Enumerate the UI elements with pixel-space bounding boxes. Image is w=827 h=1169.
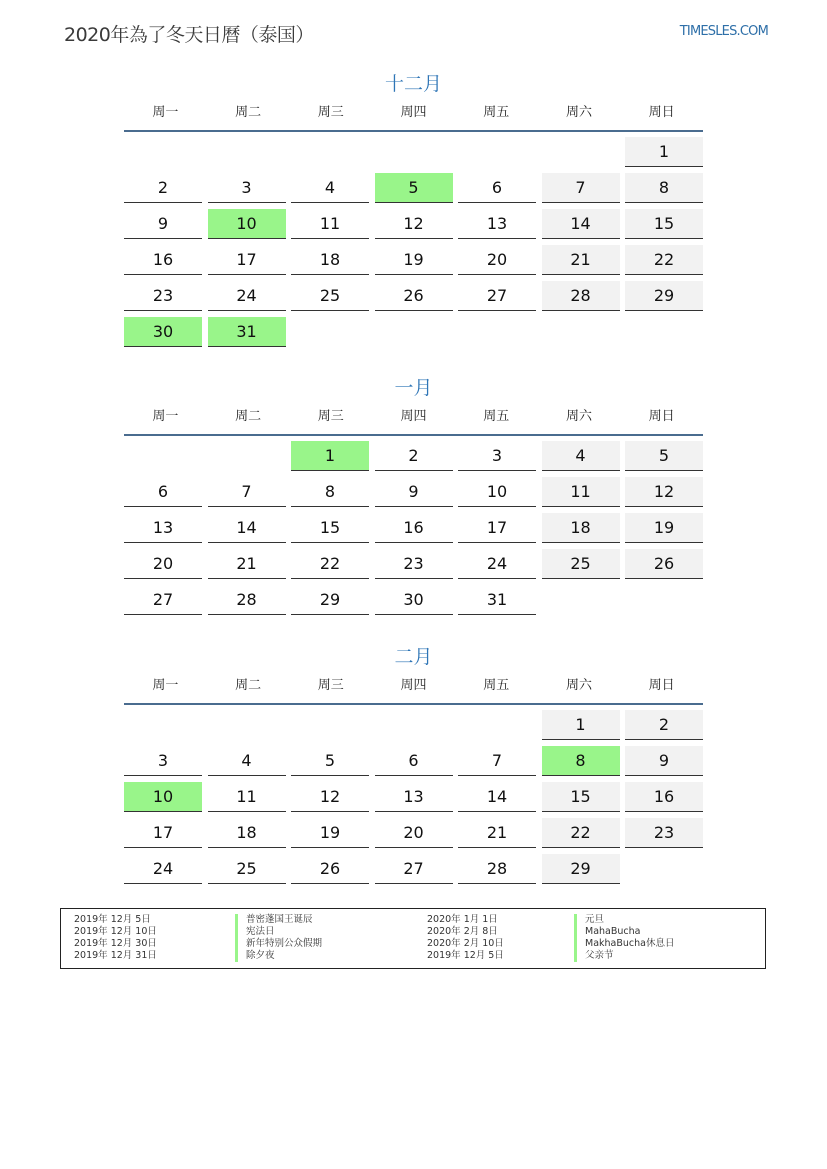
day-cell[interactable]: 13 [124,513,202,543]
day-cell[interactable]: 15 [542,782,620,812]
day-cell[interactable]: 27 [458,281,536,311]
day-cell[interactable]: 18 [542,513,620,543]
day-cell[interactable]: 11 [291,209,369,239]
weekday-header [124,405,703,434]
day-cell[interactable]: 11 [542,477,620,507]
empty-day-cell [542,137,620,167]
day-cell[interactable]: 27 [375,854,453,884]
day-cell[interactable]: 11 [208,782,286,812]
day-cell[interactable]: 5 [625,441,703,471]
day-cell[interactable]: 14 [458,782,536,812]
day-cell[interactable]: 9 [124,209,202,239]
weekday-label: 周二 [235,105,262,120]
legend-holiday-name: 除夕夜 [235,950,275,962]
legend-holiday-name: MakhaBucha休息日 [574,938,674,950]
weekday-label: 周四 [400,409,427,424]
day-cell[interactable]: 7 [542,173,620,203]
day-cell[interactable]: 21 [458,818,536,848]
day-cell[interactable]: 19 [375,245,453,275]
legend-date: 2019年 12月 5日 [74,914,151,925]
day-cell[interactable]: 12 [375,209,453,239]
month-calendar-february [124,643,703,884]
day-cell[interactable]: 2 [124,173,202,203]
legend-holiday-name: 元旦 [574,914,604,926]
day-cell[interactable]: 17 [208,245,286,275]
weekday-label: 周六 [565,678,592,693]
weekday-label: 周一 [152,105,179,120]
day-cell[interactable]: 25 [208,854,286,884]
weekday-label: 周一 [152,409,179,424]
weekday-label: 周一 [152,678,179,693]
day-cell[interactable]: 7 [458,746,536,776]
day-cell[interactable]: 13 [375,782,453,812]
day-cell[interactable]: 20 [124,549,202,579]
weekday-label: 周二 [235,678,262,693]
day-cell[interactable]: 26 [291,854,369,884]
empty-day-cell [208,710,286,740]
legend-holiday-name: 宪法日 [235,926,275,938]
weekday-label: 周三 [317,105,344,120]
day-cell[interactable]: 12 [291,782,369,812]
day-cell[interactable]: 24 [458,549,536,579]
day-cell[interactable]: 18 [208,818,286,848]
weekday-header [124,101,703,130]
legend-date: 2019年 12月 5日 [427,950,504,961]
day-cell[interactable]: 1 [542,710,620,740]
empty-day-cell [291,137,369,167]
day-cell[interactable]: 10 [458,477,536,507]
weekday-header [124,674,703,703]
day-cell[interactable]: 22 [625,245,703,275]
day-cell[interactable]: 4 [542,441,620,471]
day-cell[interactable]: 6 [375,746,453,776]
day-cell[interactable]: 16 [625,782,703,812]
day-cell[interactable]: 8 [291,477,369,507]
day-grid [124,710,703,884]
day-cell[interactable]: 28 [458,854,536,884]
header-divider [124,130,703,132]
day-cell[interactable]: 2 [375,441,453,471]
day-cell[interactable]: 6 [124,477,202,507]
legend-date: 2019年 12月 31日 [74,950,157,961]
day-cell[interactable]: 16 [124,245,202,275]
day-cell[interactable]: 13 [458,209,536,239]
day-cell[interactable]: 22 [291,549,369,579]
day-cell[interactable]: 29 [542,854,620,884]
day-cell[interactable]: 17 [458,513,536,543]
day-cell[interactable]: 3 [208,173,286,203]
empty-day-cell [124,710,202,740]
legend-holiday-name: 普密蓬国王诞辰 [235,914,313,926]
day-cell[interactable]: 26 [625,549,703,579]
day-cell[interactable]: 4 [208,746,286,776]
legend-date: 2019年 12月 10日 [74,926,157,937]
day-grid [124,441,703,615]
day-cell[interactable]: 3 [458,441,536,471]
weekday-label: 周三 [317,678,344,693]
holiday-legend [60,908,766,969]
weekday-label: 周四 [400,678,427,693]
day-cell[interactable]: 1 [625,137,703,167]
legend-holiday-name: 新年特别公众假期 [235,938,322,950]
day-cell[interactable]: 10 [124,782,202,812]
day-cell[interactable]: 29 [291,585,369,615]
empty-day-cell [375,137,453,167]
day-cell[interactable]: 31 [458,585,536,615]
day-cell[interactable]: 10 [208,209,286,239]
day-cell[interactable]: 14 [208,513,286,543]
day-cell[interactable]: 19 [291,818,369,848]
weekday-label: 周二 [235,409,262,424]
day-cell[interactable]: 8 [542,746,620,776]
empty-day-cell [208,137,286,167]
day-cell[interactable]: 9 [625,746,703,776]
weekday-label: 周日 [648,105,675,120]
day-cell[interactable]: 18 [291,245,369,275]
legend-holiday-name: 父亲节 [574,950,614,962]
month-calendar-december [124,70,703,347]
day-cell[interactable]: 19 [625,513,703,543]
empty-day-cell [291,710,369,740]
weekday-label: 周六 [565,105,592,120]
day-cell[interactable]: 23 [124,281,202,311]
day-cell[interactable]: 1 [291,441,369,471]
day-cell[interactable]: 16 [375,513,453,543]
day-cell[interactable]: 17 [124,818,202,848]
weekday-label: 周日 [648,409,675,424]
day-cell[interactable]: 22 [542,818,620,848]
day-cell[interactable]: 29 [625,281,703,311]
header-divider [124,703,703,705]
day-cell[interactable]: 25 [542,549,620,579]
month-title: 二月 [394,646,433,668]
month-title: 十二月 [384,73,442,95]
weekday-label: 周五 [483,105,510,120]
site-logo-text[interactable]: TIMESLES.COM [679,24,768,39]
day-cell[interactable]: 23 [375,549,453,579]
day-cell[interactable]: 24 [208,281,286,311]
weekday-label: 周五 [483,678,510,693]
day-cell[interactable]: 30 [124,317,202,347]
day-cell[interactable]: 15 [625,209,703,239]
weekday-label: 周三 [317,409,344,424]
day-cell[interactable]: 28 [208,585,286,615]
weekday-label: 周六 [565,409,592,424]
day-cell[interactable]: 8 [625,173,703,203]
day-cell[interactable]: 20 [375,818,453,848]
day-cell[interactable]: 25 [291,281,369,311]
day-cell[interactable]: 5 [291,746,369,776]
day-cell[interactable]: 21 [542,245,620,275]
weekday-label: 周五 [483,409,510,424]
empty-day-cell [375,710,453,740]
day-cell[interactable]: 7 [208,477,286,507]
empty-day-cell [458,710,536,740]
empty-day-cell [458,137,536,167]
weekday-label: 周日 [648,678,675,693]
day-cell[interactable]: 28 [542,281,620,311]
legend-date: 2020年 1月 1日 [427,914,498,925]
legend-date: 2019年 12月 30日 [74,938,157,949]
day-cell[interactable]: 4 [291,173,369,203]
day-cell[interactable]: 20 [458,245,536,275]
day-cell[interactable]: 30 [375,585,453,615]
legend-date: 2020年 2月 10日 [427,938,504,949]
day-cell[interactable]: 2 [625,710,703,740]
day-cell[interactable]: 5 [375,173,453,203]
header-divider [124,434,703,436]
empty-day-cell [124,137,202,167]
day-cell[interactable]: 27 [124,585,202,615]
day-cell[interactable]: 14 [542,209,620,239]
day-cell[interactable]: 3 [124,746,202,776]
day-cell[interactable]: 6 [458,173,536,203]
day-cell[interactable]: 26 [375,281,453,311]
day-cell[interactable]: 15 [291,513,369,543]
day-cell[interactable]: 9 [375,477,453,507]
page-title: 2020年為了冬天日曆（泰国） [64,24,314,46]
day-cell[interactable]: 31 [208,317,286,347]
day-cell[interactable]: 12 [625,477,703,507]
legend-date: 2020年 2月 8日 [427,926,498,937]
empty-day-cell [124,441,202,471]
day-cell[interactable]: 23 [625,818,703,848]
month-title: 一月 [394,377,433,399]
day-cell[interactable]: 21 [208,549,286,579]
day-grid [124,137,703,347]
empty-day-cell [208,441,286,471]
legend-holiday-name: MahaBucha [574,926,640,938]
weekday-label: 周四 [400,105,427,120]
day-cell[interactable]: 24 [124,854,202,884]
month-calendar-january [124,374,703,615]
